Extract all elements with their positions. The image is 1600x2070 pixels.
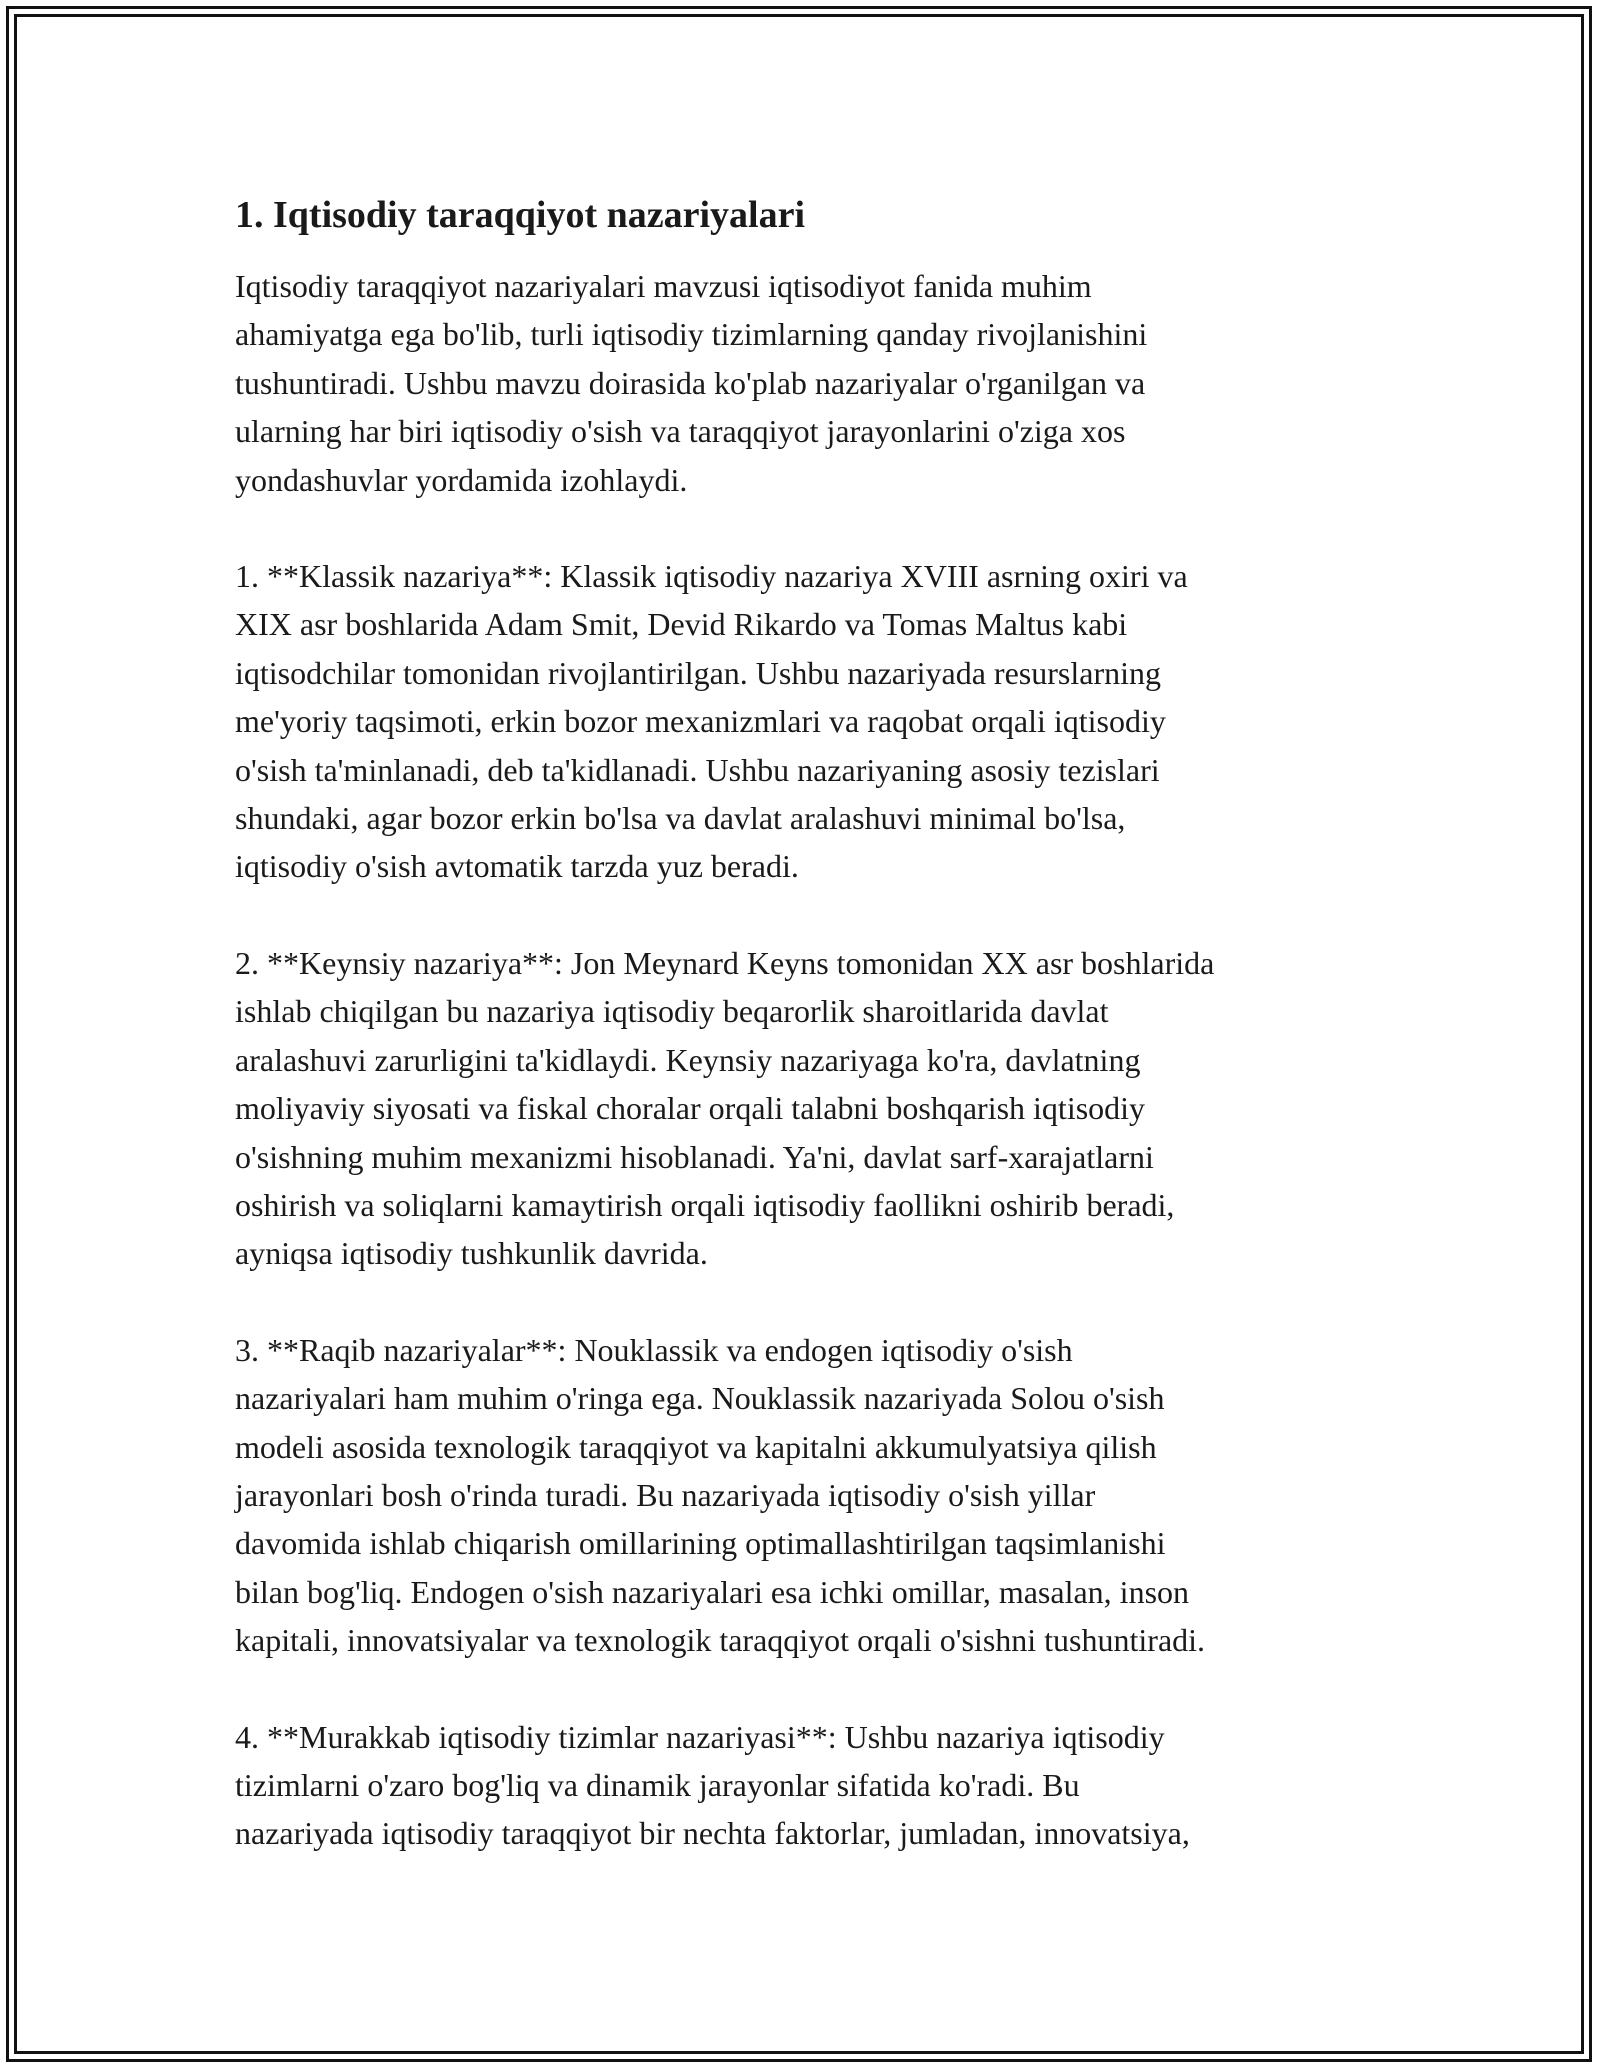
text-line: 2. **Keynsiy nazariya**: Jon Meynard Keyns tomonidan XX asr boshlarida (235, 944, 1215, 981)
text-line: oshirish va soliqlarni kamaytirish orqali iqtisodiy faollikni oshirib beradi, (235, 1186, 1175, 1223)
text-line: tizimlarni o'zaro bog'liq va dinamik jarayonlar sifatida ko'radi. Bu (235, 1766, 1080, 1803)
text-line: 4. **Murakkab iqtisodiy tizimlar nazariyasi**: Ushbu nazariya iqtisodiy (235, 1718, 1165, 1755)
text-line: iqtisodiy o'sish avtomatik tarzda yuz beradi. (235, 848, 799, 885)
text-line: o'sish ta'minlanadi, deb ta'kidlanadi. Ushbu nazariyaning asosiy tezislari (235, 751, 1160, 788)
text-line: moliyaviy siyosati va fiskal choralar orqali talabni boshqarish iqtisodiy (235, 1090, 1146, 1127)
text-line: 1. **Klassik nazariya**: Klassik iqtisodiy nazariya XVIII asrning oxiri va (235, 558, 1188, 595)
complex-systems-paragraph (235, 1713, 1370, 1858)
text-line: davomida ishlab chiqarish omillarining optimallashtirilgan taqsimlanishi (235, 1525, 1166, 1562)
text-line: kapitali, innovatsiyalar va texnologik taraqqiyot orqali o'sishni tushuntiradi. (235, 1622, 1206, 1659)
text-line: tushuntiradi. Ushbu mavzu doirasida ko'plab nazariyalar o'rganilgan va (235, 364, 1146, 401)
text-line: modeli asosida texnologik taraqqiyot va kapitalni akkumulyatsiya qilish (235, 1428, 1157, 1465)
document-title: 1. Iqtisodiy taraqqiyot nazariyalari (235, 194, 806, 236)
text-line: yondashuvlar yordamida izohlaydi. (235, 461, 688, 498)
text-line: nazariyada iqtisodiy taraqqiyot bir nechta faktorlar, jumladan, innovatsiya, (235, 1815, 1190, 1852)
text-line: ahamiyatga ega bo'lib, turli iqtisodiy tizimlarning qanday rivojlanishini (235, 316, 1148, 353)
text-line: ularning har biri iqtisodiy o'sish va taraqqiyot jarayonlarini o'ziga xos (235, 413, 1126, 450)
text-line: ishlab chiqilgan bu nazariya iqtisodiy beqarorlik sharoitlarida davlat (235, 993, 1109, 1030)
intro-paragraph (235, 262, 1370, 504)
text-line: bilan bog'liq. Endogen o'sish nazariyalari esa ichki omillar, masalan, inson (235, 1573, 1190, 1610)
text-line: XIX asr boshlarida Adam Smit, Devid Rikardo va Tomas Maltus kabi (235, 606, 1128, 643)
text-line: iqtisodchilar tomonidan rivojlantirilgan. Ushbu nazariyada resurslarning (235, 654, 1161, 691)
text-line: nazariyalari ham muhim o'ringa ega. Nouklassik nazariyada Solou o'sish (235, 1380, 1165, 1417)
text-line: ayniqsa iqtisodiy tushkunlik davrida. (235, 1235, 708, 1272)
text-line: aralashuvi zarurligini ta'kidlaydi. Keynsiy nazariyaga ko'ra, davlatning (235, 1041, 1141, 1078)
keynesian-theory-paragraph (235, 939, 1370, 1278)
document-page (235, 190, 1370, 1906)
text-line: jarayonlari bosh o'rinda turadi. Bu nazariyada iqtisodiy o'sish yillar (235, 1476, 1096, 1513)
competing-theories-paragraph (235, 1326, 1370, 1665)
classical-theory-paragraph (235, 552, 1370, 891)
text-line: 3. **Raqib nazariyalar**: Nouklassik va endogen iqtisodiy o'sish (235, 1331, 1073, 1368)
text-line: Iqtisodiy taraqqiyot nazariyalari mavzusi iqtisodiyot fanida muhim (235, 268, 1092, 304)
text-line: me'yoriy taqsimoti, erkin bozor mexanizmlari va raqobat orqali iqtisodiy (235, 703, 1166, 740)
text-line: shundaki, agar bozor erkin bo'lsa va davlat aralashuvi minimal bo'lsa, (235, 800, 1126, 837)
text-line: o'sishning muhim mexanizmi hisoblanadi. Ya'ni, davlat sarf-xarajatlarni (235, 1138, 1154, 1175)
